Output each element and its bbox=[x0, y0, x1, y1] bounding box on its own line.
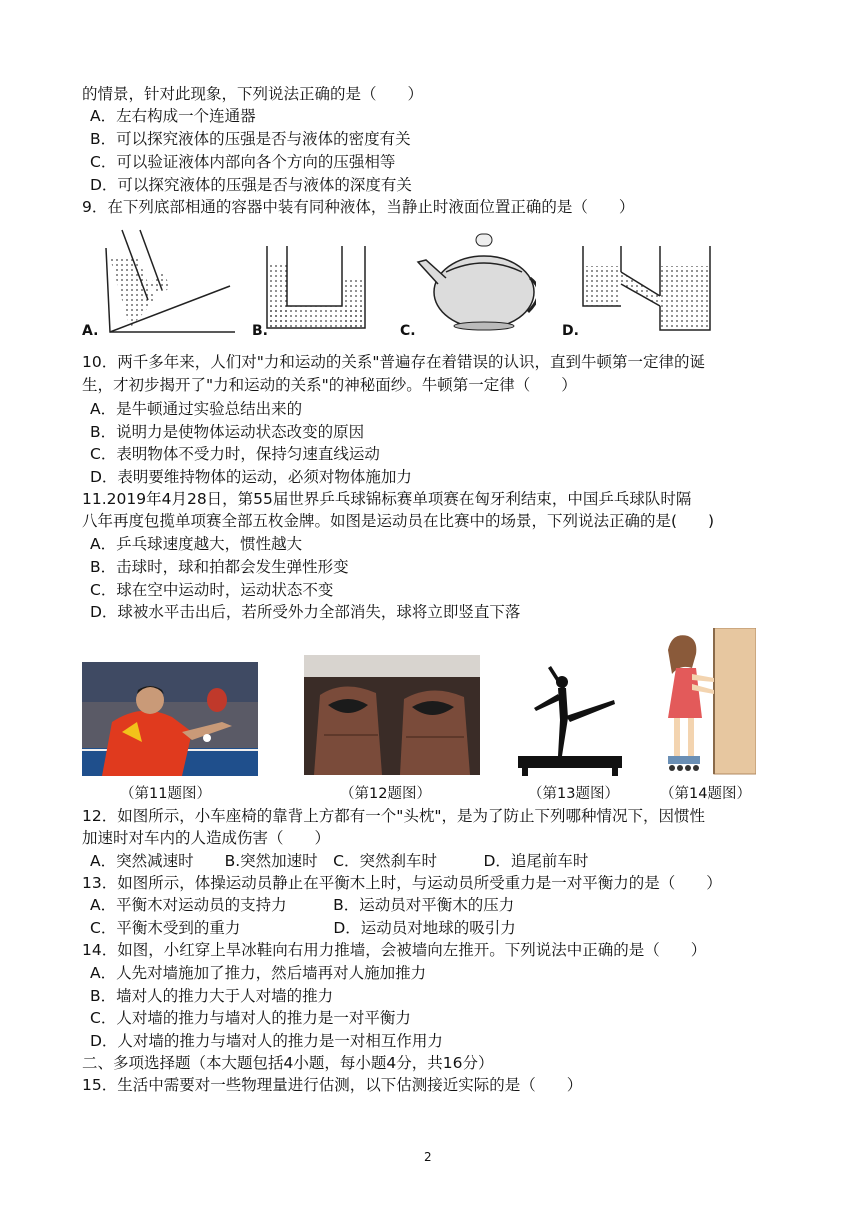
q11-option-a: A．乒乓球速度越大，惯性越大 bbox=[90, 535, 303, 553]
q9-stem: 9．在下列底部相通的容器中装有同种液体，当静止时液面位置正确的是（ ） bbox=[82, 198, 635, 216]
q13-options-ab: A．平衡木对运动员的支持力 B．运动员对平衡木的压力 bbox=[90, 896, 515, 914]
q11-option-c: C．球在空中运动时，运动状态不变 bbox=[90, 581, 334, 599]
q10-option-a: A．是牛顿通过实验总结出来的 bbox=[90, 400, 303, 418]
q8-option-b: B．可以探究液体的压强是否与液体的密度有关 bbox=[90, 130, 411, 148]
q9-figure-b bbox=[264, 244, 370, 332]
q13-options-cd: C．平衡木受到的重力 D．运动员对地球的吸引力 bbox=[90, 919, 516, 937]
section-2-heading: 二、多项选择题（本大题包括4小题，每小题4分，共16分） bbox=[82, 1054, 494, 1072]
q12-stem-2: 加速时对车内的人造成伤害（ ） bbox=[82, 829, 331, 847]
q8-option-a: A．左右构成一个连通器 bbox=[90, 107, 256, 125]
q14-option-d: D．人对墙的推力与墙对人的推力是一对相互作用力 bbox=[90, 1032, 443, 1050]
q14-stem: 14．如图，小红穿上旱冰鞋向右用力推墙，会被墙向左推开。下列说法中正确的是（ ） bbox=[82, 941, 707, 959]
gymnast-silhouette bbox=[518, 660, 622, 776]
q14-option-b: B．墙对人的推力大于人对墙的推力 bbox=[90, 987, 334, 1005]
q10-stem-1: 10．两千多年来，人们对"力和运动的关系"普遍存在着错误的认识，直到牛顿第一定律的诞 bbox=[82, 353, 705, 371]
q15-stem: 15．生活中需要对一些物理量进行估测，以下估测接近实际的是（ ） bbox=[82, 1076, 583, 1094]
q8-option-c: C．可以验证液体内部向各个方向的压强相等 bbox=[90, 153, 396, 171]
q11-option-b: B．击球时，球和拍都会发生弹性形变 bbox=[90, 558, 349, 576]
q8-option-d: D．可以探究液体的压强是否与液体的深度有关 bbox=[90, 176, 412, 194]
q11-stem-2: 八年再度包揽单项赛全部五枚金牌。如图是运动员在比赛中的场景，下列说法正确的是( ) bbox=[82, 512, 715, 530]
q8-stem-end: 的情景，针对此现象，下列说法正确的是（ ） bbox=[82, 85, 424, 103]
caption-fig-12: （第12题图） bbox=[340, 786, 431, 802]
page-number: 2 bbox=[424, 1150, 432, 1164]
q10-option-b: B．说明力是使物体运动状态改变的原因 bbox=[90, 423, 365, 441]
q14-option-c: C．人对墙的推力与墙对人的推力是一对平衡力 bbox=[90, 1009, 411, 1027]
q11-stem-1: 11.2019年4月28日，第55届世界乒乓球锦标赛单项赛在匈牙利结束，中国乒乓球队时隔 bbox=[82, 490, 692, 508]
girl-pushing-wall-illustration bbox=[652, 628, 756, 776]
q9-label-c: C. bbox=[400, 323, 416, 339]
q13-stem: 13．如图所示，体操运动员静止在平衡木上时，与运动员所受重力是一对平衡力的是（ ） bbox=[82, 874, 722, 892]
q11-option-d: D．球被水平击出后，若所受外力全部消失，球将立即竖直下落 bbox=[90, 603, 521, 621]
table-tennis-photo bbox=[82, 662, 258, 776]
q10-option-d: D．表明要维持物体的运动，必须对物体施加力 bbox=[90, 468, 412, 486]
caption-fig-14: （第14题图） bbox=[660, 786, 751, 802]
q14-option-a: A．人先对墙施加了推力，然后墙再对人施加推力 bbox=[90, 964, 427, 982]
q9-figure-c bbox=[416, 232, 536, 332]
q9-label-b: B. bbox=[252, 323, 268, 339]
q12-options: A．突然减速时 B.突然加速时 C．突然刹车时 D．追尾前车时 bbox=[90, 852, 589, 870]
q9-label-a: A. bbox=[82, 323, 99, 339]
q9-label-d: D. bbox=[562, 323, 579, 339]
caption-fig-13: （第13题图） bbox=[528, 786, 619, 802]
q9-figure-d bbox=[580, 244, 714, 334]
car-headrest-photo bbox=[304, 655, 480, 775]
q9-figure-a bbox=[100, 228, 240, 334]
q12-stem-1: 12．如图所示，小车座椅的靠背上方都有一个"头枕"，是为了防止下列哪种情况下，因惯性 bbox=[82, 807, 705, 825]
caption-fig-11: （第11题图） bbox=[120, 786, 211, 802]
q10-stem-2: 生，才初步揭开了"力和运动的关系"的神秘面纱。牛顿第一定律（ ） bbox=[82, 376, 577, 394]
q10-option-c: C．表明物体不受力时，保持匀速直线运动 bbox=[90, 445, 380, 463]
